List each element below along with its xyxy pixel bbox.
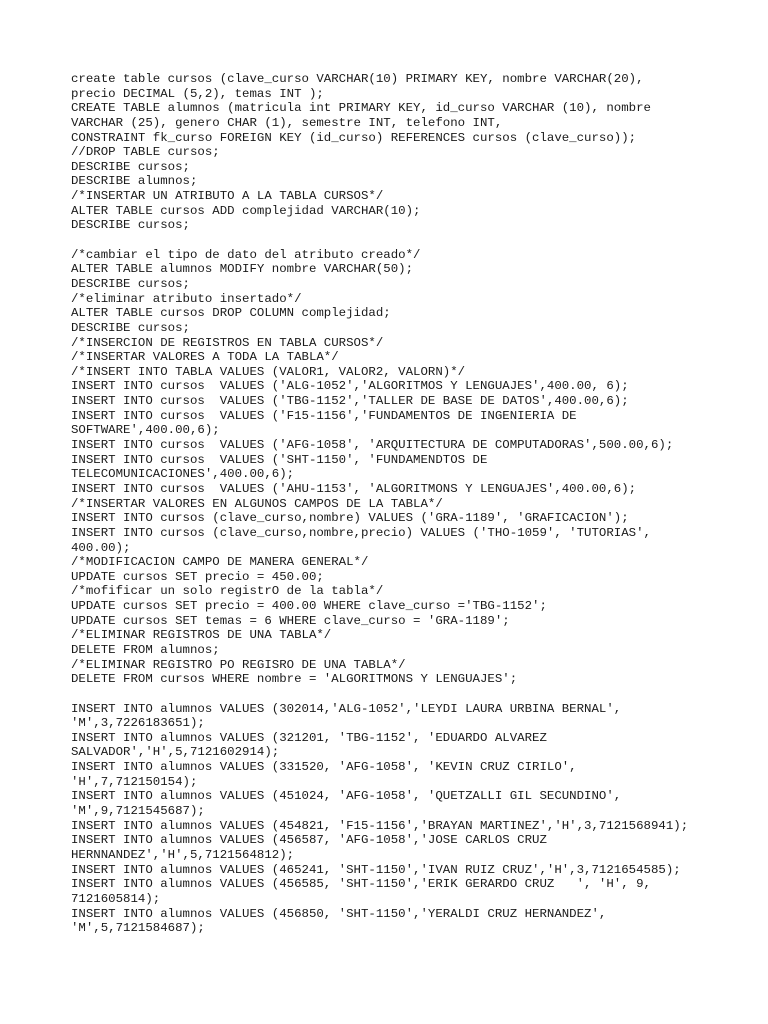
code-line: UPDATE cursos SET precio = 400.00 WHERE clave_curso ='TBG-1152'; (71, 599, 547, 614)
code-line: 'M',5,7121584687); (71, 921, 205, 936)
code-line: INSERT INTO alumnos VALUES (454821, 'F15-1156','BRAYAN MARTINEZ','H',3,7121568941); (71, 818, 689, 833)
code-line: CREATE TABLE alumnos (matricula int PRIMARY KEY, id_curso VARCHAR (10), nombre (71, 101, 651, 116)
code-line: INSERT INTO cursos VALUES ('AFG-1058', 'ARQUITECTURA DE COMPUTADORAS',500.00,6); (71, 438, 674, 453)
code-line: /*INSERTAR UN ATRIBUTO A LA TABLA CURSOS*/ (71, 189, 384, 204)
code-line: INSERT INTO alumnos VALUES (331520, 'AFG-1058', 'KEVIN CRUZ CIRILO', (71, 760, 577, 775)
code-line: precio DECIMAL (5,2), temas INT ); (71, 86, 324, 101)
code-line: /*cambiar el tipo de dato del atributo creado*/ (71, 247, 421, 262)
code-line: /*ELIMINAR REGISTROS DE UNA TABLA*/ (71, 628, 332, 643)
code-line: //DROP TABLE cursos; (71, 145, 220, 160)
code-line: create table cursos (clave_curso VARCHAR(10) PRIMARY KEY, nombre VARCHAR(20), (71, 72, 644, 86)
code-line: INSERT INTO cursos (clave_curso,nombre) VALUES ('GRA-1189', 'GRAFICACION'); (71, 511, 629, 526)
code-line: TELECOMUNICACIONES',400.00,6); (71, 467, 295, 482)
code-line: INSERT INTO alumnos VALUES (302014,'ALG-1052','LEYDI LAURA URBINA BERNAL', (71, 701, 622, 716)
code-line: 7121605814); (71, 891, 161, 906)
code-line: ALTER TABLE cursos DROP COLUMN complejidad; (71, 306, 391, 321)
code-line: DESCRIBE cursos; (71, 276, 190, 291)
code-line: DESCRIBE cursos; (71, 218, 190, 233)
code-line: INSERT INTO cursos VALUES ('SHT-1150', 'FUNDAMENDTOS DE (71, 452, 488, 467)
code-line: INSERT INTO alumnos VALUES (456587, 'AFG-1058','JOSE CARLOS CRUZ (71, 833, 547, 848)
code-line: HERNNANDEZ','H',5,7121564812); (71, 847, 295, 862)
code-line: ALTER TABLE alumnos MODIFY nombre VARCHAR(50); (71, 262, 414, 277)
code-line: INSERT INTO cursos VALUES ('F15-1156','FUNDAMENTOS DE INGENIERIA DE (71, 408, 577, 423)
document-page (71, 72, 751, 936)
code-block (71, 248, 751, 687)
code-line: INSERT INTO cursos VALUES ('AHU-1153', 'ALGORITMONS Y LENGUAJES',400.00,6); (71, 481, 637, 496)
code-line: DESCRIBE cursos; (71, 320, 190, 335)
code-line: 'M',9,7121545687); (71, 804, 205, 819)
code-line: INSERT INTO alumnos VALUES (451024, 'AFG-1058', 'QUETZALLI GIL SECUNDINO', (71, 789, 622, 804)
code-block (71, 72, 751, 233)
code-line: DESCRIBE cursos; (71, 159, 190, 174)
block-separator (71, 233, 751, 248)
code-line: /*INSERT INTO TABLA VALUES (VALOR1, VALOR2, VALORN)*/ (71, 364, 466, 379)
code-line: 'M',3,7226183651); (71, 716, 205, 731)
code-line: DESCRIBE alumnos; (71, 174, 198, 189)
code-line: /*MODIFICACION CAMPO DE MANERA GENERAL*/ (71, 555, 369, 570)
code-line: DELETE FROM cursos WHERE nombre = 'ALGORITMONS Y LENGUAJES'; (71, 672, 518, 687)
code-line: CONSTRAINT fk_curso FOREIGN KEY (id_curso) REFERENCES cursos (clave_curso)); (71, 130, 637, 145)
code-line: INSERT INTO cursos (clave_curso,nombre,precio) VALUES ('THO-1059', 'TUTORIAS', (71, 525, 651, 540)
code-line: SOFTWARE',400.00,6); (71, 423, 220, 438)
code-line: DELETE FROM alumnos; (71, 642, 220, 657)
code-block (71, 702, 751, 936)
code-line: /*eliminar atributo insertado*/ (71, 291, 302, 306)
code-line: /*INSERCION DE REGISTROS EN TABLA CURSOS*/ (71, 335, 384, 350)
code-line: INSERT INTO cursos VALUES ('TBG-1152','TALLER DE BASE DE DATOS',400.00,6); (71, 394, 629, 409)
code-line: VARCHAR (25), genero CHAR (1), semestre INT, telefono INT, (71, 115, 503, 130)
block-separator (71, 687, 751, 702)
code-line: UPDATE cursos SET temas = 6 WHERE clave_curso = 'GRA-1189'; (71, 613, 510, 628)
code-line: /*mofificar un solo registrO de la tabla*/ (71, 584, 384, 599)
code-line: UPDATE cursos SET precio = 450.00; (71, 569, 324, 584)
code-line: ALTER TABLE cursos ADD complejidad VARCHAR(10); (71, 203, 421, 218)
code-line: 400.00); (71, 540, 131, 555)
code-line: INSERT INTO alumnos VALUES (465241, 'SHT-1150','IVAN RUIZ CRUZ','H',3,7121654585); (71, 862, 681, 877)
code-line: /*INSERTAR VALORES A TODA LA TABLA*/ (71, 350, 339, 365)
code-line: /*ELIMINAR REGISTRO PO REGISRO DE UNA TABLA*/ (71, 657, 406, 672)
code-line: SALVADOR','H',5,7121602914); (71, 745, 280, 760)
code-line: /*INSERTAR VALORES EN ALGUNOS CAMPOS DE LA TABLA*/ (71, 496, 443, 511)
code-line: INSERT INTO cursos VALUES ('ALG-1052','ALGORITMOS Y LENGUAJES',400.00, 6); (71, 379, 629, 394)
code-line: INSERT INTO alumnos VALUES (456585, 'SHT-1150','ERIK GERARDO CRUZ ', 'H', 9, (71, 877, 651, 892)
code-line: INSERT INTO alumnos VALUES (321201, 'TBG-1152', 'EDUARDO ALVAREZ (71, 730, 547, 745)
code-line: INSERT INTO alumnos VALUES (456850, 'SHT-1150','YERALDI CRUZ HERNANDEZ', (71, 906, 607, 921)
code-line: 'H',7,712150154); (71, 774, 198, 789)
